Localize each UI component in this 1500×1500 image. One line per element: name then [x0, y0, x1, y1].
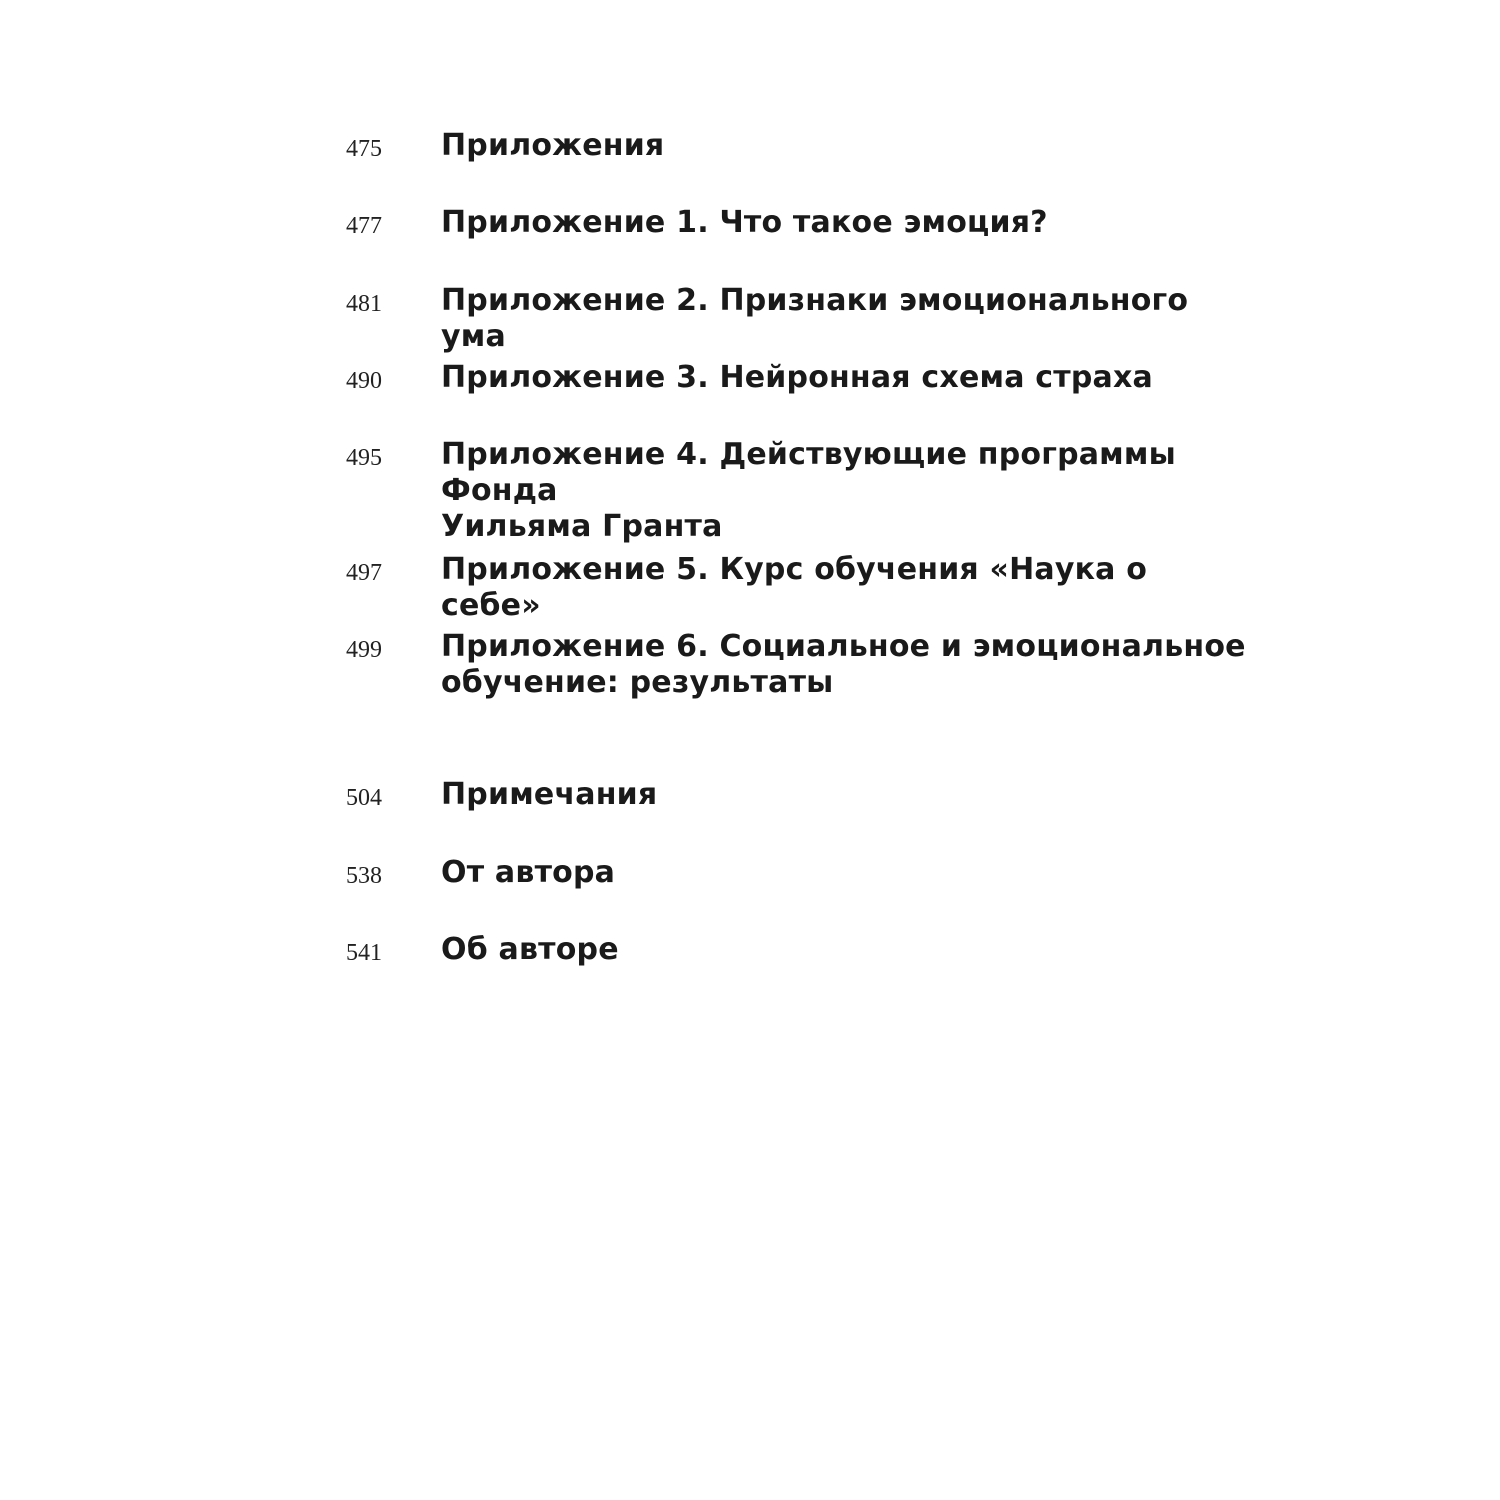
page-number: 541 — [346, 940, 382, 966]
entry-title: Примечания — [441, 777, 658, 812]
toc-entry-from-author — [346, 855, 1246, 894]
page-number: 490 — [346, 368, 382, 394]
toc-entry-appendix-4 — [346, 437, 1246, 545]
entry-title-line: обучение: результаты — [441, 665, 834, 700]
entry-title — [441, 629, 1246, 701]
toc-entry-appendix-1 — [346, 205, 1246, 244]
toc-entry-notes — [346, 777, 1246, 816]
entry-title-line: Приложение 4. Действующие программы Фонда — [441, 437, 1176, 508]
entry-title-line: Уильяма Гранта — [441, 509, 723, 544]
entry-title-line: Приложение 6. Социальное и эмоциональное — [441, 629, 1246, 664]
page-number: 495 — [346, 445, 382, 471]
page-number: 481 — [346, 291, 382, 317]
entry-title: Приложение 5. Курс обучения «Наука о себе» — [441, 552, 1148, 623]
entry-title: Приложение 2. Признаки эмоционального ума — [441, 283, 1189, 354]
toc-entry-appendix-5 — [346, 552, 1246, 624]
entry-title: От автора — [441, 855, 616, 890]
entry-title: Приложения — [441, 128, 665, 163]
page-number: 499 — [346, 637, 382, 663]
entry-title: Приложение 3. Нейронная схема страха — [441, 360, 1153, 395]
toc-entry-appendix-2 — [346, 283, 1246, 355]
page-number: 538 — [346, 863, 382, 889]
toc-entry-appendices — [346, 128, 1246, 167]
toc-entry-appendix-6 — [346, 629, 1246, 701]
toc-entry-appendix-3 — [346, 360, 1246, 399]
entry-title — [441, 437, 1246, 545]
page-number: 475 — [346, 136, 382, 162]
page-number: 497 — [346, 560, 382, 586]
entry-title: Об авторе — [441, 932, 619, 967]
entry-title: Приложение 1. Что такое эмоция? — [441, 205, 1048, 240]
page-number: 477 — [346, 213, 382, 239]
toc-entry-about-author — [346, 932, 1246, 971]
page-number: 504 — [346, 785, 382, 811]
